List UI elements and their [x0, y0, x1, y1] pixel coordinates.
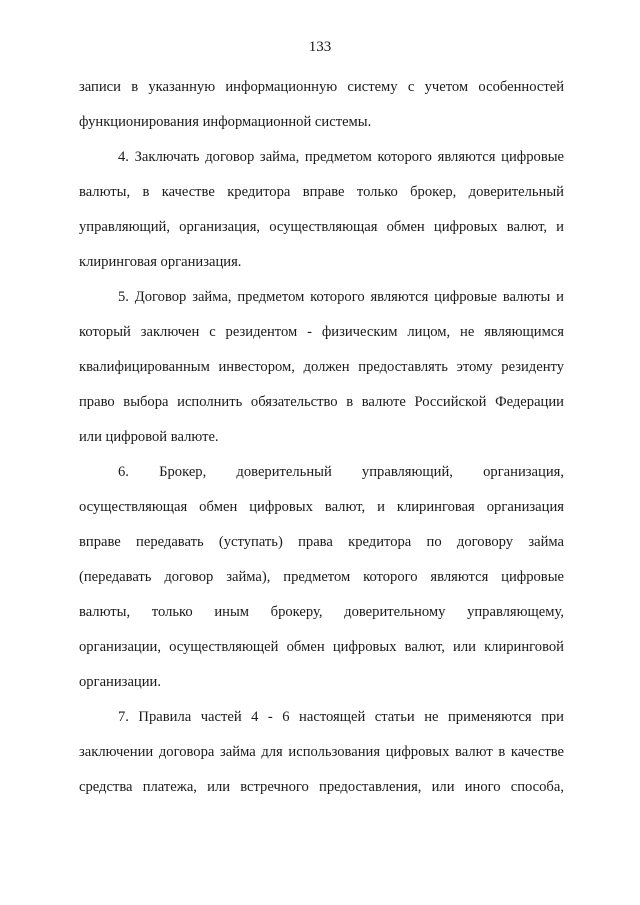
paragraph-start-line: 5. Договор займа, предметом которого являются цифровые валюты и [118, 289, 564, 305]
text-line: средства платежа, или встречного предоставления, или иного способа, [79, 779, 564, 795]
text-line: организации, осуществляющей обмен цифровых валют, или клиринговой [79, 639, 564, 655]
text-line: заключении договора займа для использования цифровых валют в качестве [79, 744, 564, 760]
paragraph-start-line: 4. Заключать договор займа, предметом которого являются цифровые [118, 149, 564, 165]
text-line: валюты, в качестве кредитора вправе только брокер, доверительный [79, 184, 564, 200]
paragraph-start-line: 7. Правила частей 4 - 6 настоящей статьи не применяются при [118, 709, 564, 725]
text-line: осуществляющая обмен цифровых валют, и клиринговая организация [79, 499, 564, 515]
text-line: вправе передавать (уступать) права кредитора по договору займа [79, 534, 564, 550]
text-line: функционирования информационной системы. [79, 114, 372, 130]
text-line: квалифицированным инвестором, должен предоставлять этому резиденту [79, 359, 564, 375]
text-line: управляющий, организация, осуществляющая обмен цифровых валют, и [79, 219, 564, 235]
text-line: валюты, только иным брокеру, доверительному управляющему, [79, 604, 564, 620]
text-line: записи в указанную информационную систему с учетом особенностей [79, 79, 564, 95]
text-line: или цифровой валюте. [79, 429, 219, 445]
text-line: который заключен с резидентом - физическим лицом, не являющимся [79, 324, 564, 340]
text-line: право выбора исполнить обязательство в валюте Российской Федерации [79, 394, 564, 410]
text-line: организации. [79, 674, 161, 690]
page-number: 133 [308, 39, 332, 55]
text-line: (передавать договор займа), предметом которого являются цифровые [79, 569, 564, 585]
text-line: клиринговая организация. [79, 254, 242, 270]
paragraph-start-line: 6. Брокер, доверительный управляющий, организация, [118, 464, 564, 480]
